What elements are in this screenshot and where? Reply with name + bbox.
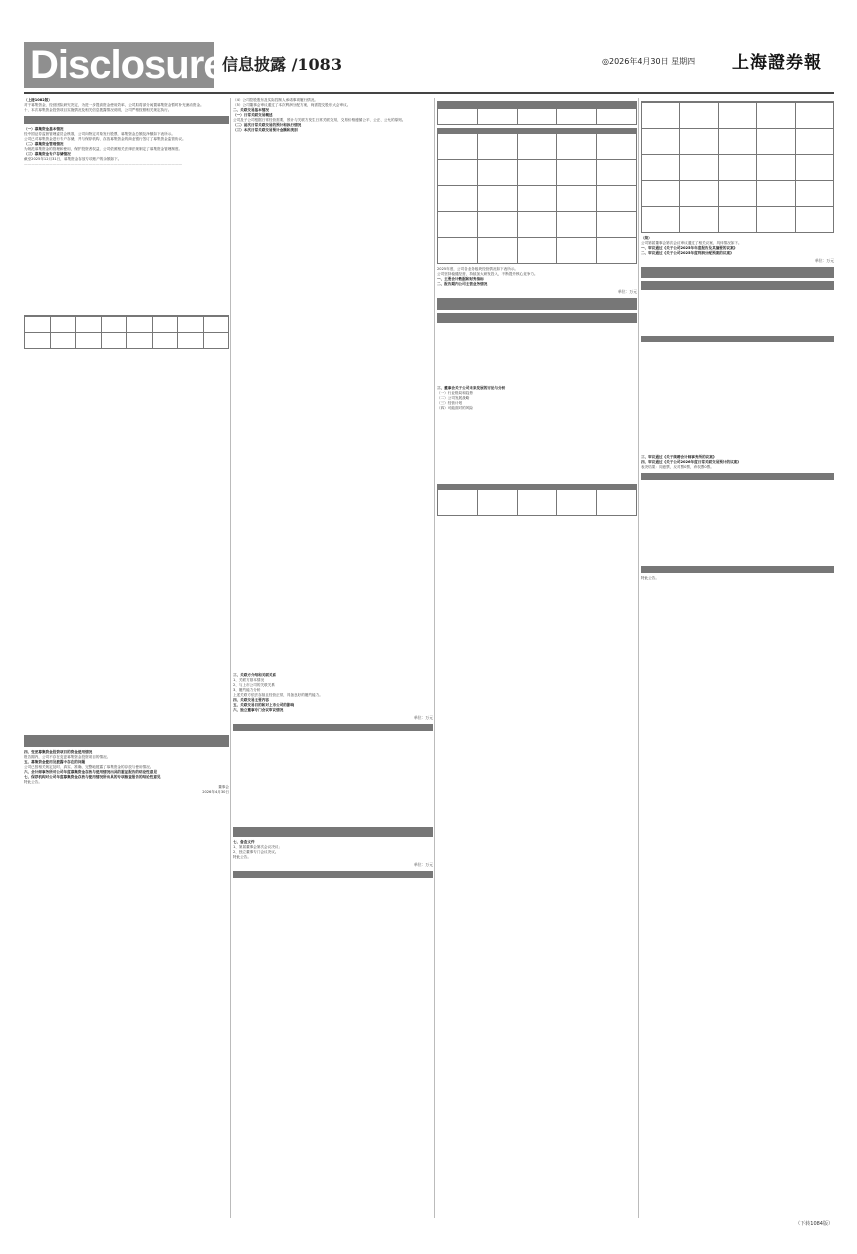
data-table <box>641 101 834 233</box>
column-divider <box>434 98 435 1218</box>
masthead-rule <box>24 92 834 94</box>
disclosure-logo: Disclosure <box>24 42 214 88</box>
subheading: 四、变更募集资金投资项目的资金使用情况 <box>24 750 93 754</box>
text-block-placeholder <box>641 345 834 455</box>
paragraph: 为规范募集资金的管理和使用，保护投资者权益，公司依照相关法律法规制定了募集资金管理制度。 <box>24 147 183 151</box>
data-table <box>641 281 834 290</box>
paragraph: 2025年度，公司各业务板块经营情况如下表所示。 <box>437 267 519 271</box>
subheading: （一）募集资金基本情况 <box>24 127 64 131</box>
continued-note: （上接1082版） <box>24 98 52 102</box>
paragraph: 对于募集资金，经营团队研究决定，为进一步提高资金使用效率，公司拟将部分闲置募集资金暂时补充流动资金。 <box>24 103 204 107</box>
data-table <box>437 313 637 323</box>
data-table <box>641 473 834 480</box>
text-block-placeholder <box>437 411 637 481</box>
closing-date: 2026年4月30日 <box>202 790 229 794</box>
paragraph: （一）行业格局和趋势 <box>437 391 473 395</box>
data-table <box>233 871 433 878</box>
paragraph: 1、第届董事会第次会议决议； <box>233 845 283 849</box>
subheading: 一、主要会计数据和财务指标 <box>437 277 484 281</box>
data-table <box>24 315 229 349</box>
table-unit: 单位：万元 <box>414 715 433 720</box>
data-table <box>233 724 433 731</box>
data-table <box>641 566 834 573</box>
text-block-placeholder <box>437 326 637 386</box>
subheading: 三、董事会关于公司未来发展的讨论与分析 <box>437 386 506 390</box>
column-1 <box>24 98 229 795</box>
table-unit: 单位：万元 <box>815 258 834 263</box>
text-block-placeholder <box>24 352 229 732</box>
data-table <box>437 101 637 125</box>
data-table <box>24 116 229 124</box>
paragraph: 公司第届董事会第次会议审议通过了相关议案，具体情况如下。 <box>641 241 742 245</box>
paragraph: 截至2025年12月31日，募集资金存放专项账户的余额如下。 <box>24 157 122 161</box>
paragraph: 经中国证券监督管理委员会核准，公司向特定对象发行股票，募集资金总额及净额如下表所示。 <box>24 132 175 136</box>
subheading: 一、审议通过《关于公司2025年年度报告及其摘要的议案》 <box>641 246 738 250</box>
subheading: 六、独立董事专门会议审议情况 <box>233 708 284 712</box>
continued-on-note: （下转1084版） <box>795 1221 833 1227</box>
issue-date: ◎2026年4月30日 星期四 <box>602 57 696 66</box>
subheading: 五、募集资金使用及披露中存在的问题 <box>24 760 86 764</box>
subheading: 五、关联交易目的和对上市公司的影响 <box>233 703 295 707</box>
data-table <box>641 336 834 342</box>
column-divider <box>230 98 231 1218</box>
closing: 特此公告。 <box>24 780 42 784</box>
subheading: 七、保荐机构对公司年度募集资金存放与使用情况所出具的专项核查报告的结论性意见 <box>24 775 161 779</box>
subheading: （三）募集资金专户存储情况 <box>24 152 71 156</box>
text-block-placeholder <box>233 133 433 673</box>
data-table <box>437 128 637 264</box>
column-divider <box>638 98 639 1218</box>
subheading: 四、审议通过《关于公司2026年度日常关联交易预计的议案》 <box>641 460 741 464</box>
data-table <box>437 298 637 310</box>
subheading: 四、关联交易主要内容 <box>233 698 269 702</box>
subheading: 六、会计师事务所对公司年度募集资金存放与使用情况出具的鉴证报告的结论性意见 <box>24 770 157 774</box>
subheading: 二、报告期内公司主营业务情况 <box>437 282 488 286</box>
subheading: 七、备查文件 <box>233 840 255 844</box>
data-table <box>437 484 637 516</box>
masthead <box>24 42 834 88</box>
paragraph: 2、与上市公司的关联关系 <box>233 683 275 687</box>
text-block-placeholder <box>233 734 433 824</box>
text-block-placeholder: ———————————————————————————————————————————— <box>24 162 183 166</box>
paragraph: （四）可能面对的风险 <box>437 406 473 410</box>
subheading: （二）前次日常关联交易的预计和执行情况 <box>233 123 302 127</box>
subheading: 二、关联交易基本情况 <box>233 108 269 112</box>
paragraph: 公司及子公司根据日常经营需要，预计与关联方发生日常关联交易，交易价格遵循公平、公正、公允的原则。 <box>233 118 406 122</box>
newspaper-name: 上海證券報 <box>732 53 822 73</box>
column-3 <box>437 98 637 519</box>
paragraph: 1、关联方基本情况 <box>233 678 265 682</box>
data-table <box>24 735 229 747</box>
column-2 <box>233 98 433 881</box>
paragraph: 上述关联方依法存续且经营正常，具备良好的履约能力。 <box>233 693 323 697</box>
section-title: 信息披露 /1083 <box>222 55 342 74</box>
paragraph: 报告期内，公司不存在变更募集资金投资项目的情况。 <box>24 755 111 759</box>
subheading: （一）日常关联交易概述 <box>233 113 273 117</box>
subheading: 三、审议通过《关于续聘会计师事务所的议案》 <box>641 455 717 459</box>
paragraph: 表决结果：同意票，反对票0票，弃权票0票。 <box>641 465 714 469</box>
text-block-placeholder <box>641 483 834 563</box>
continued-note: （续） <box>641 236 652 240</box>
signatory: 董事会 <box>218 785 229 789</box>
paragraph: 公司已按相关规定及时、真实、准确、完整地披露了募集资金的存放与使用情况。 <box>24 765 154 769</box>
data-table <box>641 267 834 278</box>
text-block-placeholder <box>641 293 834 333</box>
data-table <box>233 827 433 837</box>
paragraph: （5）公司董事会审议通过了本次利润分配方案，尚需提交股东大会审议。 <box>233 103 351 107</box>
table-unit: 单位：万元 <box>618 289 637 294</box>
table-unit: 单位：万元 <box>414 862 433 867</box>
paragraph: （二）公司发展战略 <box>437 396 470 400</box>
paragraph: （三）经营计划 <box>437 401 463 405</box>
paragraph: 公司已对募集资金进行专户存储，并与保荐机构、存放募集资金的商业银行签订了募集资金监管协议。 <box>24 137 186 141</box>
subheading: （二）募集资金管理情况 <box>24 142 64 146</box>
paragraph: （4）公司控股股东及实际控制人承诺事项履行情况。 <box>233 98 318 102</box>
column-4 <box>641 98 834 581</box>
paragraph: 2、独立董事专门会议决议。 <box>233 850 279 854</box>
paragraph: 3、履约能力分析 <box>233 688 261 692</box>
closing: 特此公告。 <box>233 855 251 859</box>
subheading: （三）本次日常关联交易预计金额和类别 <box>233 128 298 132</box>
subheading: 三、关联方介绍和关联关系 <box>233 673 277 677</box>
paragraph: 公司坚持稳健经营，持续加大研发投入，不断提升核心竞争力。 <box>437 272 538 276</box>
subheading: 二、审议通过《关于公司2025年度利润分配预案的议案》 <box>641 251 734 255</box>
closing: 特此公告。 <box>641 576 659 580</box>
paragraph: 十、本次募集资金投资项目实施情况及相关信息披露情况说明，公司严格按照相关规定执行。 <box>24 108 172 112</box>
